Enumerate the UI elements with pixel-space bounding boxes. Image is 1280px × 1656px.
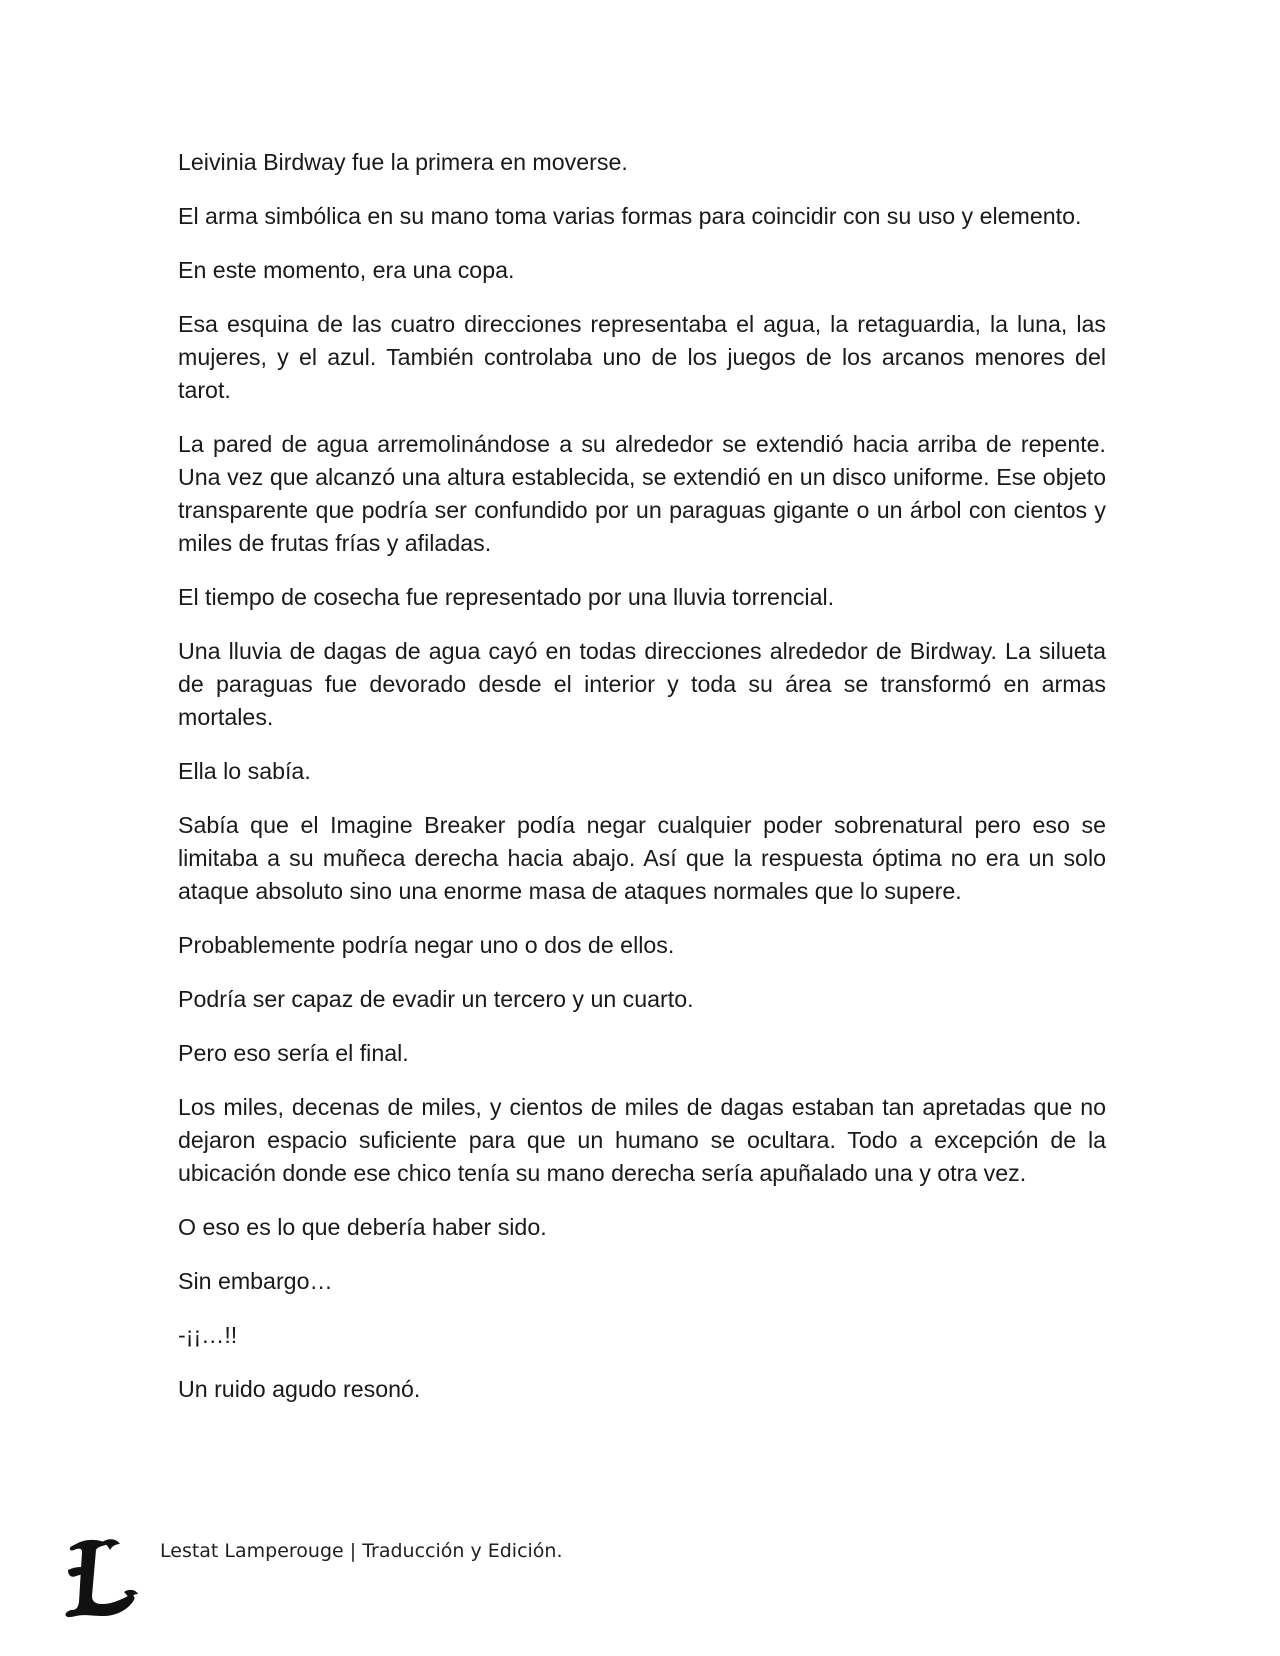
paragraph: Sin embargo… [178,1268,333,1294]
paragraph: Una lluvia de dagas de agua cayó en todas direcciones alrededor de Birdway. La silueta de paraguas fue devorado desde el interior y toda su área se transformó en armas mortales. [178,638,1106,730]
paragraph: Un ruido agudo resonó. [178,1376,421,1402]
paragraph: El arma simbólica en su mano toma varias formas para coincidir con su uso y elemento. [178,203,1082,229]
paragraph: El tiempo de cosecha fue representado por una lluvia torrencial. [178,584,835,610]
paragraph: En este momento, era una copa. [178,257,515,283]
document-body [178,146,1106,1427]
gothic-letter-l-logo-icon [62,1536,140,1620]
paragraph: Pero eso sería el final. [178,1040,409,1066]
paragraph: Sabía que el Imagine Breaker podía negar cualquier poder sobrenatural pero eso se limitaba a su muñeca derecha hacia abajo. Así que la respuesta óptima no era un solo ataque absoluto sino una enorme masa de ataques normales que lo supere. [178,812,1106,904]
paragraph: Podría ser capaz de evadir un tercero y un cuarto. [178,986,694,1012]
paragraph: Probablemente podría negar uno o dos de ellos. [178,932,675,958]
page-footer [62,1536,762,1626]
paragraph: La pared de agua arremolinándose a su alrededor se extendió hacia arriba de repente. Una vez que alcanzó una altura establecida, se extendió en un disco uniforme. Ese objeto transparente que podría ser confundido por un paraguas gigante o un árbol con cientos y miles de frutas frías y afiladas. [178,431,1106,556]
paragraph: Esa esquina de las cuatro direcciones representaba el agua, la retaguardia, la luna, las mujeres, y el azul. También controlaba uno de los juegos de los arcanos menores del tarot. [178,311,1106,403]
paragraph: Ella lo sabía. [178,758,311,784]
footer-credit: Lestat Lamperouge | Traducción y Edición. [160,1540,563,1562]
paragraph: Leivinia Birdway fue la primera en moverse. [178,149,628,175]
paragraph: O eso es lo que debería haber sido. [178,1214,547,1240]
paragraph: -¡¡…!! [178,1322,238,1348]
paragraph: Los miles, decenas de miles, y cientos de miles de dagas estaban tan apretadas que no dejaron espacio suficiente para que un humano se ocultara. Todo a excepción de la ubicación donde ese chico tenía su mano derecha sería apuñalado una y otra vez. [178,1094,1106,1186]
